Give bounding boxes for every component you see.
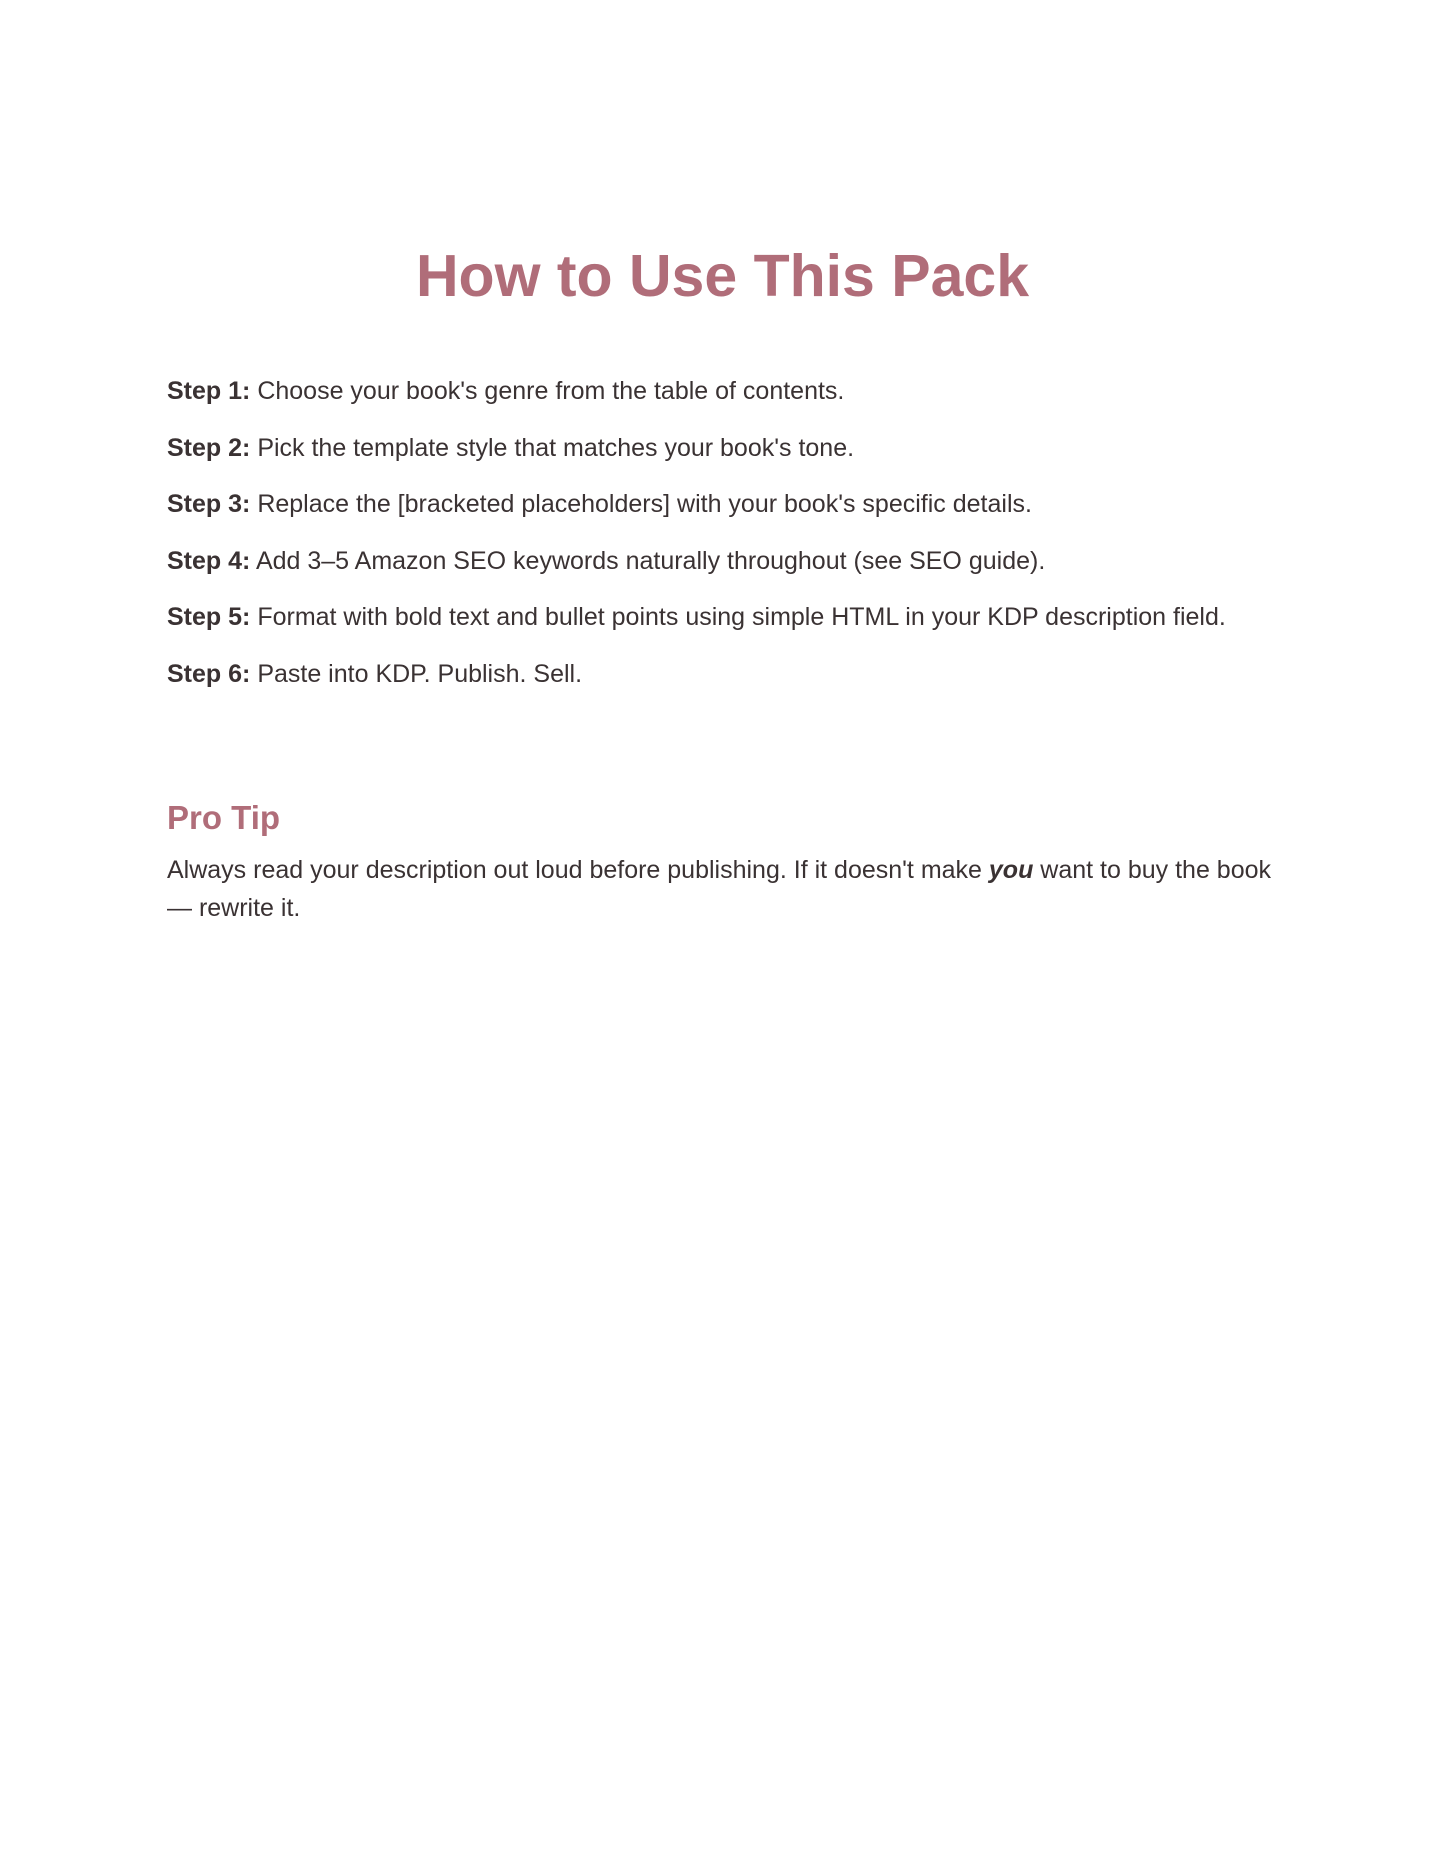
step-label: Step 4: [167, 546, 251, 575]
step-label: Step 5: [167, 603, 251, 631]
step-item [167, 430, 1307, 466]
step-text: Pick the template style that matches your book's tone. [257, 433, 855, 462]
steps-list [167, 373, 1307, 712]
step-text: Format with bold text and bullet points using simple HTML in your KDP description field. [257, 603, 1226, 631]
step-label: Step 3: [167, 490, 251, 518]
step-label: Step 1: [167, 377, 251, 405]
pro-tip-heading: Pro Tip [167, 799, 281, 836]
step-label: Step 2: [167, 433, 251, 462]
step-text: Choose your book's genre from the table of contents. [257, 377, 845, 405]
page-title: How to Use This Pack [415, 243, 1030, 309]
pro-tip-emphasis: you [988, 856, 1034, 884]
step-text: Add 3–5 Amazon SEO keywords naturally throughout (see SEO guide). [255, 546, 1046, 575]
step-item [167, 486, 1307, 522]
step-item [167, 543, 1307, 579]
pro-tip-text-before: Always read your description out loud before publishing. If it doesn't make [167, 856, 989, 884]
step-item [167, 599, 1307, 635]
step-item [167, 373, 1307, 409]
step-text: Replace the [bracketed placeholders] with your book's specific details. [257, 490, 1032, 518]
step-text: Paste into KDP. Publish. Sell. [257, 659, 583, 688]
pro-tip-text-after: want to buy the book — rewrite it. [167, 856, 1272, 922]
step-label: Step 6: [167, 659, 251, 688]
pro-tip-body [167, 851, 1277, 927]
step-item [167, 656, 1307, 692]
